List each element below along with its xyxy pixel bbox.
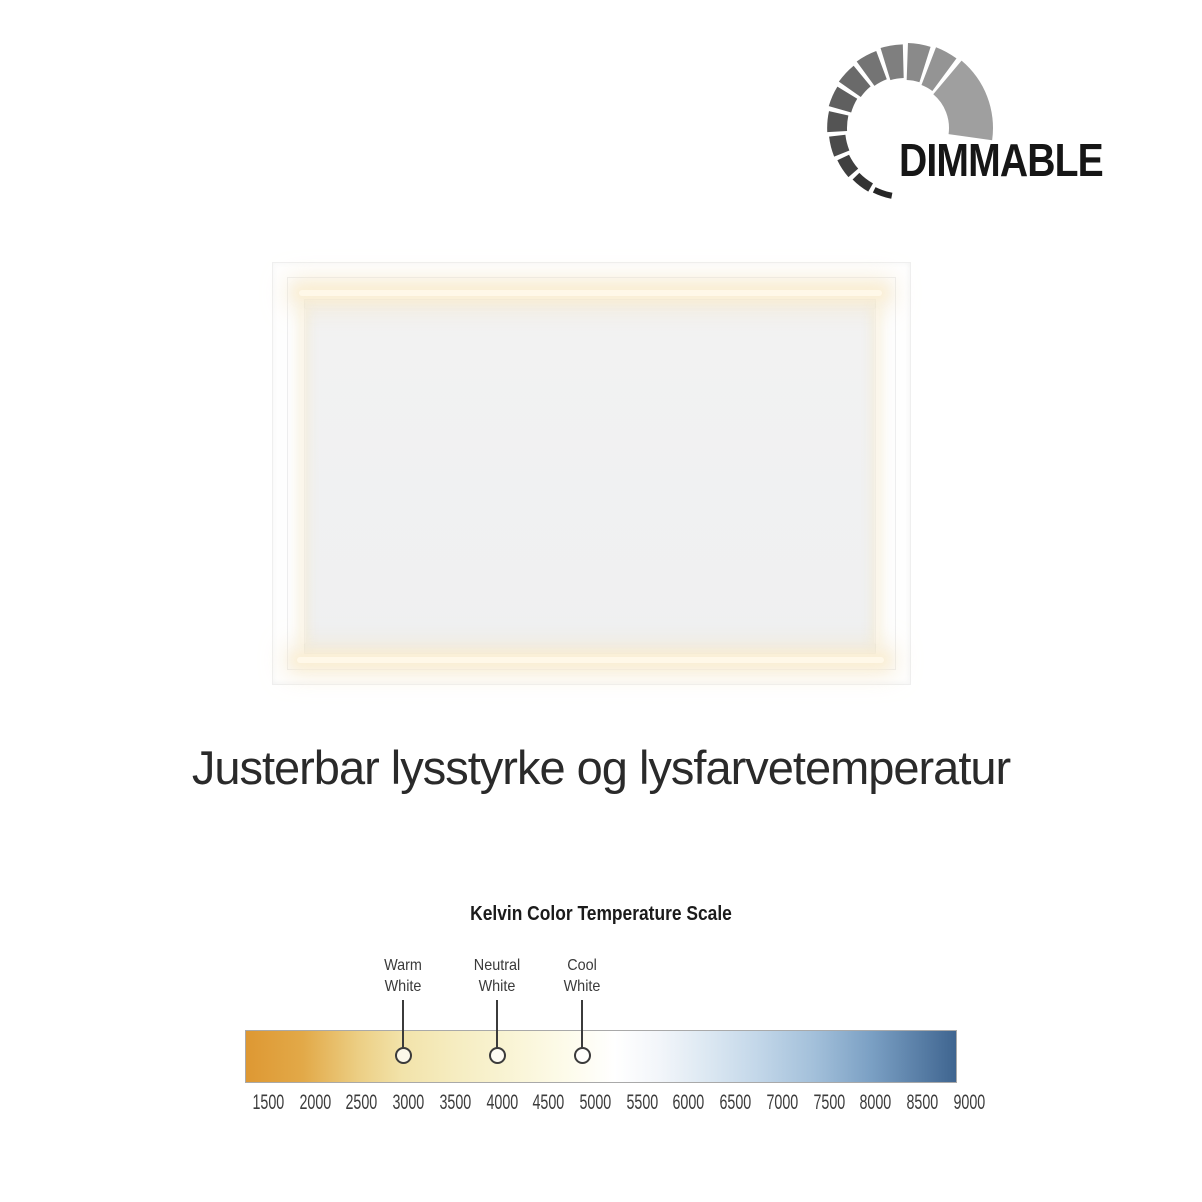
dial-segment [853, 173, 873, 192]
marker-line [581, 1000, 583, 1049]
marker-label: Warm White [384, 957, 422, 995]
dial-segment [873, 187, 893, 199]
marker-circle [395, 1047, 412, 1064]
marker-circle [489, 1047, 506, 1064]
marker-label: Cool White [563, 957, 601, 995]
kelvin-tick-label: 7000 [766, 1091, 799, 1114]
kelvin-tick-label: 3500 [439, 1091, 472, 1114]
kelvin-tick-label: 8000 [859, 1091, 892, 1114]
kelvin-tick-label: 1500 [252, 1091, 285, 1114]
led-strip-right [874, 308, 879, 644]
kelvin-scale-chart [245, 903, 986, 1133]
marker-circle [574, 1047, 591, 1064]
kelvin-gradient-bar [245, 1030, 957, 1083]
dimmer-dial-icon [815, 40, 1005, 215]
kelvin-tick-label: 6500 [719, 1091, 752, 1114]
kelvin-scale-title: Kelvin Color Temperature Scale [470, 903, 732, 925]
mirror-panel [304, 299, 876, 654]
marker-line [402, 1000, 404, 1049]
dial-segment [829, 135, 849, 157]
kelvin-tick-label: 4000 [486, 1091, 518, 1114]
dial-segment [827, 111, 848, 132]
kelvin-tick-label: 5000 [579, 1091, 612, 1114]
dial-segment [837, 155, 858, 177]
kelvin-tick-label: 2500 [345, 1091, 378, 1114]
led-mirror-image [272, 262, 911, 685]
marker-label: Neutral White [473, 957, 521, 995]
kelvin-tick-label: 3000 [392, 1091, 425, 1114]
kelvin-tick-row [245, 1091, 986, 1115]
kelvin-tick-label: 9000 [953, 1091, 986, 1114]
headline: Justerbar lysstyrke og lysfarvetemperatur [191, 741, 1011, 794]
dimmable-logo [815, 38, 1115, 213]
kelvin-tick-label: 7500 [813, 1091, 845, 1114]
led-strip-bottom [297, 657, 884, 663]
kelvin-tick-label: 8500 [906, 1091, 939, 1114]
kelvin-tick-label: 2000 [299, 1091, 331, 1114]
dimmable-label: DIMMABLE [899, 134, 1103, 186]
marker-line [496, 1000, 498, 1049]
kelvin-tick-label: 5500 [626, 1091, 658, 1114]
led-strip-top [299, 290, 882, 296]
kelvin-tick-label: 4500 [532, 1091, 565, 1114]
kelvin-tick-label: 6000 [672, 1091, 705, 1114]
led-strip-left [301, 308, 306, 644]
